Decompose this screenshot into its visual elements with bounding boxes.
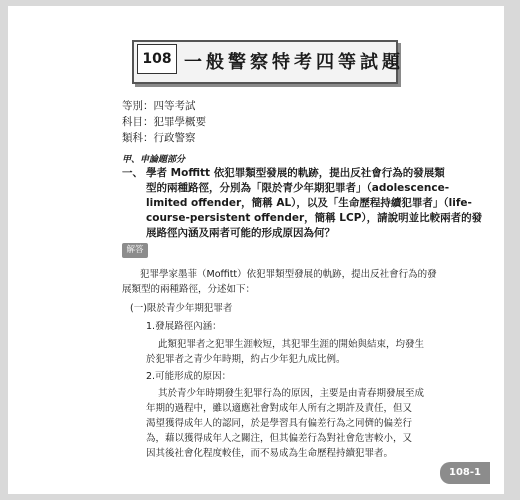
answer-item-line: 於犯罪者之青少年時期，約占少年犯九成比例。: [146, 354, 346, 365]
answer-item-line: 因其後社會化程度較佳，而不易成為生命歷程持續犯罪者。: [146, 448, 394, 459]
answer-item-title: 1.發展路徑內涵：: [146, 321, 222, 332]
meta-subject: 科目：犯罪學概要: [122, 116, 206, 128]
answer-item-title: 2.可能形成的原因：: [146, 371, 232, 382]
question-line: limited offender，簡稱 AL），以及「生命歷程持續犯罪者」（life-: [146, 197, 472, 209]
chapter-number-badge: 108: [137, 44, 177, 74]
question-line: 學者 Moffitt 依犯罪類型發展的軌跡，提出反社會行為的發展類: [146, 167, 445, 179]
question-line: 型的兩種路徑，分別為「限於青少年期犯罪者」（adolescence-: [146, 182, 450, 194]
question-number: 一、: [122, 167, 143, 179]
answer-item-line: 為，藉以獲得成年人之關注，但其偏差行為對社會危害較小，又: [146, 433, 413, 444]
answer-item-line: 年期的過程中，雖以適應社會對成年人所有之期許及責任，但又: [146, 403, 413, 414]
answer-item-line: 渴望獲得成年人的認同，於是學習具有偏差行為之同儕的偏差行: [146, 418, 413, 429]
meta-category: 等別：四等考試: [122, 100, 196, 112]
section-label: 甲、申論題部分: [122, 155, 186, 165]
page-number-tab: 108-1: [440, 462, 490, 484]
page-title: 一般警察特考四等試題: [184, 52, 404, 73]
answer-intro-line: 展類型的兩種路徑，分述如下：: [122, 284, 256, 295]
answer-subheading: (一)限於青少年期犯罪者: [130, 303, 233, 314]
question-line: 展路徑內涵及兩者可能的形成原因為何？: [146, 227, 335, 239]
answer-item-line: 其於青少年時期發生犯罪行為的原因，主要是由青春期發展至成: [158, 388, 425, 399]
meta-type: 類科：行政警察: [122, 132, 196, 144]
question-line: course-persistent offender，簡稱 LCP），請說明並比較兩者的發: [146, 212, 483, 224]
answer-item-line: 此類犯罪者之犯罪生涯較短，其犯罪生涯的開始與結束，均發生: [158, 339, 425, 350]
answer-tag: 解答: [122, 243, 148, 258]
answer-intro-line: 犯罪學家墨菲（Moffitt）依犯罪類型發展的軌跡，提出反社會行為的發: [140, 269, 437, 280]
